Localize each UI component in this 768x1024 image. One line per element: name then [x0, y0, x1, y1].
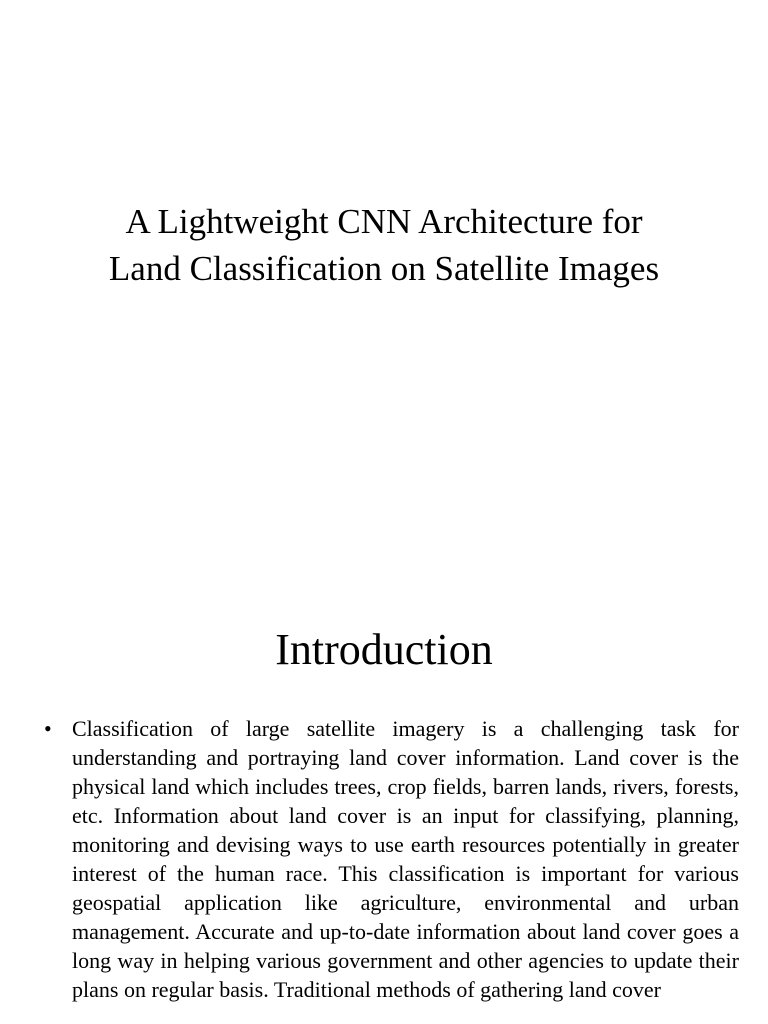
bullet-list	[0, 714, 768, 1004]
bullet-item	[44, 714, 739, 1004]
bullet-text: Classification of large satellite imagery is a challenging task for understanding and portraying land cover information. Land cover is the physical land which includes trees, crop fields, barren lands, rivers, forests, etc. Information about land cover is an input for classifying, planning, monitoring and devising ways to use earth resources potentially in greater interest of the human race. This classification is important for various geospatial application like agriculture, environmental and urban management. Accurate and up-to-date information about land cover goes a long way in helping various government and other agencies to update their plans on regular basis. Traditional methods of gathering land cover	[72, 716, 739, 1002]
slide-title-line-1: A Lightweight CNN Architecture for	[125, 202, 643, 241]
slide-title	[40, 198, 728, 292]
slide-title-line-2: Land Classification on Satellite Images	[108, 249, 660, 288]
bullet-marker: •	[44, 716, 52, 741]
section-heading: Introduction	[275, 625, 493, 674]
